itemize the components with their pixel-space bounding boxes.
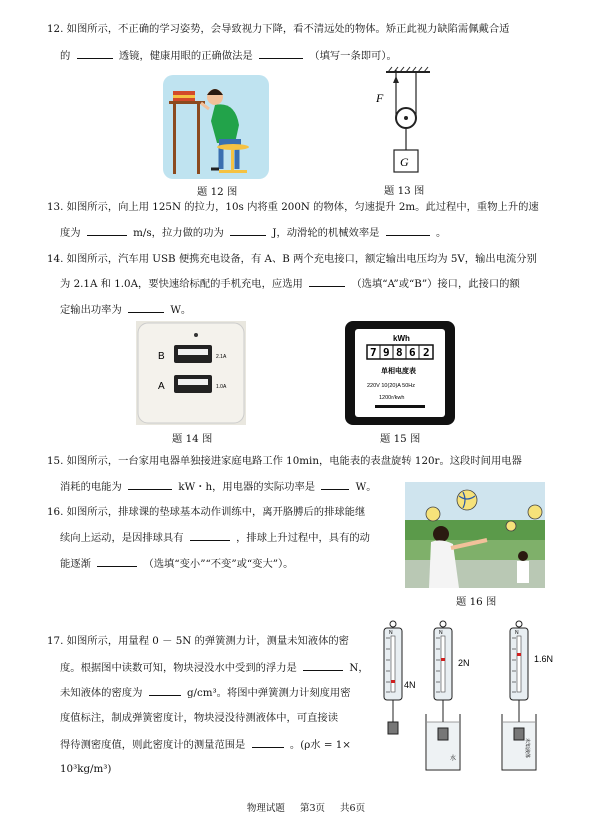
- q14-line1: 14. 如图所示，汽车用 USB 便携充电设备，有 A、B 两个充电接口，额定输出电压均为 5V，输出电流分别: [47, 253, 537, 265]
- q15-line2: [60, 479, 377, 494]
- q14-text: 为 2.1A 和 1.0A，要快速给标配的手机充电，应选用: [60, 278, 303, 290]
- q13-force-label: F: [376, 91, 384, 105]
- q17-reading-3: 1.6N: [534, 654, 554, 664]
- q15-blank-1[interactable]: [128, 479, 172, 490]
- q13-caption: 题 13 图: [384, 185, 425, 197]
- q16-line3: [60, 556, 293, 571]
- q14-figure-charger: [136, 321, 246, 425]
- footer-page: 第3页: [299, 803, 325, 814]
- q15-meter-unit: kWh: [393, 334, 410, 343]
- q17-line1: 17. 如图所示，用量程 0 － 5N 的弹簧测力计，测量未知液体的密: [47, 635, 349, 647]
- q14-port-a: A: [158, 381, 165, 392]
- svg-text:N: N: [439, 630, 443, 636]
- q16-text: 续向上运动，是因排球具有: [60, 532, 184, 544]
- q13-weight-label: G: [400, 155, 409, 169]
- q15-caption: 题 15 图: [380, 433, 421, 445]
- q17-line4: 度值标注，制成弹簧密度计，物块浸没待测液体中，可直接读: [60, 712, 339, 724]
- q15-digit: 6: [409, 346, 416, 359]
- q16-text: ，排球上升过程中，具有的动: [236, 532, 370, 544]
- q14-port-b: B: [158, 351, 165, 362]
- q12-text: （填写一条即可）。: [309, 50, 397, 62]
- q17-blank-3[interactable]: [252, 737, 284, 748]
- q15-meter-title: 单相电度表: [381, 367, 416, 375]
- q17-text: 。(ρ水 = 1×: [289, 739, 351, 751]
- q13-text: m/s，拉力做的功为: [133, 227, 224, 239]
- q17-blank-1[interactable]: [303, 660, 343, 671]
- q13-blank-1[interactable]: [87, 225, 127, 236]
- q16-blank-1[interactable]: [190, 530, 230, 541]
- q16-caption: 题 16 图: [456, 596, 497, 608]
- q16-text: （选填“变小”“不变”或“变大”）。: [143, 558, 294, 570]
- q15-text: 消耗的电能为: [60, 481, 122, 493]
- q17-line5: [60, 737, 351, 752]
- q15-blank-2[interactable]: [321, 479, 349, 490]
- q12-figure-student: [163, 75, 269, 179]
- q14-text: W。: [170, 304, 192, 316]
- q15-meter-rev: 1200r/kwh: [379, 395, 405, 401]
- spring-scale-2: [426, 621, 470, 770]
- q13-text: 。: [436, 227, 447, 239]
- q14-blank-2[interactable]: [128, 302, 164, 313]
- q16-text: 能逐渐: [60, 558, 91, 570]
- q14-blank-1[interactable]: [309, 276, 345, 287]
- q17-text: N，: [349, 662, 369, 674]
- svg-text:N: N: [389, 630, 393, 636]
- q17-text: 未知液体的密度为: [60, 687, 143, 699]
- footer-total: 共6页: [340, 803, 366, 814]
- q13-line2: [60, 225, 446, 240]
- q17-water-label: 水: [450, 755, 457, 762]
- q16-line2: [60, 530, 370, 545]
- q14-line3: [60, 302, 191, 317]
- q12-line1: 12. 如图所示，不正确的学习姿势，会导致视力下降，看不清远处的物体。矫正此视力缺陷需佩戴合适: [47, 23, 510, 35]
- q17-blank-2[interactable]: [149, 685, 181, 696]
- q17-reading-1: 4N: [404, 680, 416, 690]
- q13-text: 度为: [60, 227, 81, 239]
- q15-figure-meter: [345, 321, 455, 425]
- q14-text: （选填“A”或“B”）接口，此接口的额: [351, 278, 520, 290]
- q17-reading-2: 2N: [458, 658, 470, 668]
- footer-subject: 物理试题: [246, 803, 285, 814]
- q16-figure-volleyball: [405, 482, 545, 588]
- q14-text: 定输出功率为: [60, 304, 122, 316]
- q17-figure-spring-scales: [376, 618, 566, 778]
- spring-scale-1: [384, 621, 416, 734]
- q13-line1: 13. 如图所示，向上用 125N 的拉力，10s 内将重 200N 的物体，匀速提升 2m。此过程中，重物上升的速: [47, 201, 539, 213]
- q15-digit: 8: [396, 346, 403, 359]
- q13-blank-2[interactable]: [230, 225, 266, 236]
- q13-blank-3[interactable]: [386, 225, 430, 236]
- q12-blank-1[interactable]: [77, 48, 113, 59]
- q15-digit: 9: [383, 346, 390, 359]
- q16-line1: 16. 如图所示，排球课的垫球基本动作训练中，离开胳膊后的排球能继: [47, 506, 366, 518]
- q12-text: 透镜，健康用眼的正确做法是: [118, 50, 253, 62]
- q12-caption: 题 12 图: [197, 186, 238, 198]
- q13-figure-pulley: [368, 66, 438, 184]
- spring-scale-3: [502, 621, 553, 770]
- page-footer: [0, 800, 612, 814]
- q14-port-a-spec: 1.0A: [216, 384, 227, 390]
- q15-meter-spec: 220V 10(20)A 50Hz: [367, 383, 416, 389]
- svg-text:N: N: [515, 630, 519, 636]
- q17-liquid-label: 未知液体: [524, 738, 530, 759]
- q17-text: 得待测密度值，则此密度计的测量范围是: [60, 739, 246, 751]
- q17-text: 度。根据图中读数可知，物块浸没水中受到的浮力是: [60, 662, 297, 674]
- q17-line6: 10³kg/m³): [60, 763, 112, 775]
- q12-blank-2[interactable]: [259, 48, 303, 59]
- q17-text: g/cm³。将图中弹簧测力计刻度用密: [186, 687, 351, 699]
- q15-digit: 7: [370, 346, 377, 359]
- q17-line3: [60, 685, 351, 700]
- q16-blank-2[interactable]: [97, 556, 137, 567]
- q14-caption: 题 14 图: [172, 433, 213, 445]
- q17-line2: [60, 660, 369, 675]
- q14-line2: [60, 276, 520, 291]
- q15-line1: 15. 如图所示，一台家用电器单独接进家庭电路工作 10min，电能表的表盘旋转 120r。这段时间用电器: [47, 455, 522, 467]
- q15-text: kW・h，用电器的实际功率是: [178, 481, 316, 493]
- q15-digit: 2: [423, 346, 430, 359]
- q14-port-b-spec: 2.1A: [216, 354, 227, 360]
- q12-line2: [60, 48, 397, 63]
- q13-text: J，动滑轮的机械效率是: [272, 227, 380, 239]
- q12-text: 的: [60, 50, 71, 62]
- q15-text: W。: [355, 481, 377, 493]
